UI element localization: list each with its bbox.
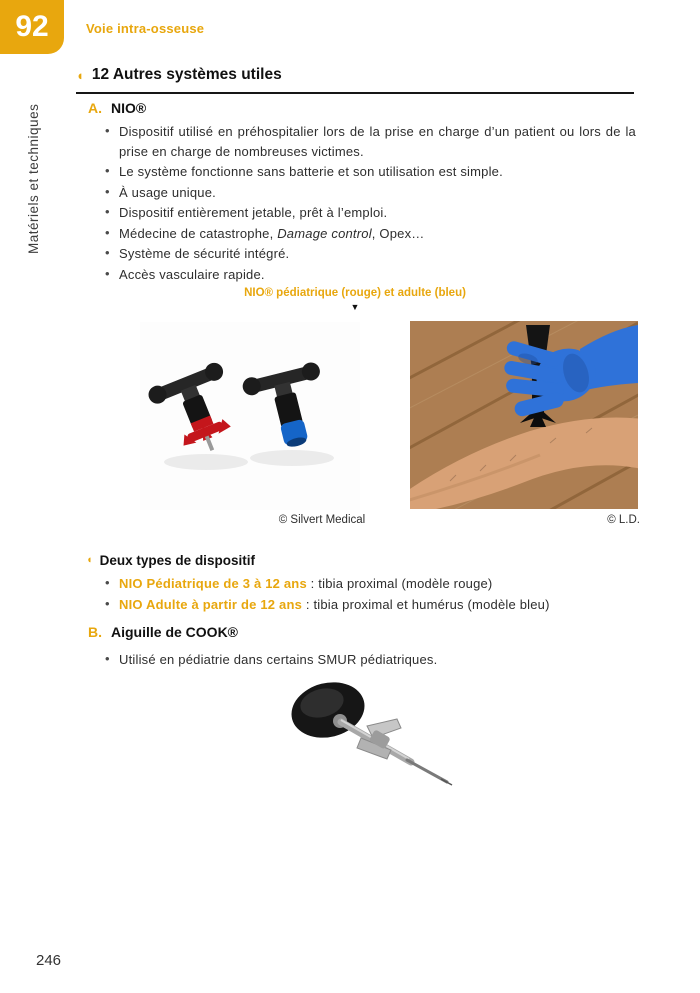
nio-in-use-illustration	[410, 321, 638, 509]
figure-caption: NIO® pédiatrique (rouge) et adulte (bleu)	[244, 287, 466, 299]
nio-bullet-list	[104, 122, 636, 285]
section-title: 12 Autres systèmes utiles	[91, 66, 282, 83]
subsection-a-title: NIO®	[111, 100, 147, 116]
bullet-text-post: , Opex…	[371, 225, 425, 241]
list-item: • Système de sécurité intégré.	[104, 244, 636, 264]
photo-credit-right: © L.D.	[607, 514, 640, 526]
list-item	[104, 574, 636, 594]
subsection-b-letter: B.	[88, 624, 102, 640]
bullet-lead: NIO Adulte à partir de 12 ans	[119, 596, 303, 612]
list-item: • Dispositif entièrement jetable, prêt à l’emploi.	[104, 203, 636, 223]
photo-cook-needle	[283, 676, 461, 794]
caption-arrow-icon: ▼	[350, 302, 360, 312]
photo-nio-devices	[140, 322, 360, 510]
device-types-title: Deux types de dispositif	[99, 553, 255, 568]
bullet-text-italic: Damage control	[277, 225, 372, 241]
bullet-lead: NIO Pédiatrique de 3 à 12 ans	[119, 576, 307, 591]
photo-credit-left: © Silvert Medical	[278, 514, 366, 526]
chapter-number: 92	[15, 10, 49, 43]
device-types-header	[86, 553, 255, 568]
chapter-number-badge	[0, 0, 64, 54]
cook-needle-illustration	[283, 676, 461, 794]
subsection-b-header	[88, 624, 238, 640]
list-item: • Dispositif utilisé en préhospitalier lors de la prise en charge d’un patient ou lors de la prise en charge de nombreuses victimes.	[104, 122, 636, 161]
cook-bullet-list	[104, 650, 636, 671]
list-item: • À usage unique.	[104, 183, 636, 203]
subsection-b-title: Aiguille de COOK®	[111, 624, 238, 640]
bullet-rest: : tibia proximal (modèle rouge)	[306, 576, 493, 591]
subsection-a-letter: A.	[88, 100, 102, 116]
photo-nio-in-use	[410, 321, 638, 509]
device-types-list	[104, 574, 636, 615]
list-item	[104, 224, 636, 244]
section-accent-icon: ◖	[76, 67, 84, 83]
list-item: • Le système fonctionne sans batterie et son utilisation est simple.	[104, 162, 636, 182]
subsection-a-header	[88, 100, 146, 116]
list-item: • Accès vasculaire rapide.	[104, 265, 636, 285]
section-accent-icon: ◖	[86, 554, 93, 566]
bullet-rest: : tibia proximal et humérus (modèle bleu)	[302, 596, 550, 612]
list-item	[104, 595, 636, 615]
bullet-text-pre: Médecine de catastrophe,	[119, 225, 278, 241]
nio-devices-illustration	[140, 322, 360, 510]
section-header	[76, 66, 634, 94]
list-item: • Utilisé en pédiatrie dans certains SMUR pédiatriques.	[104, 650, 636, 670]
side-tab-label: Matériels et techniques	[26, 103, 41, 254]
page-number: 246	[36, 952, 62, 969]
chapter-title: Voie intra-osseuse	[86, 21, 205, 36]
